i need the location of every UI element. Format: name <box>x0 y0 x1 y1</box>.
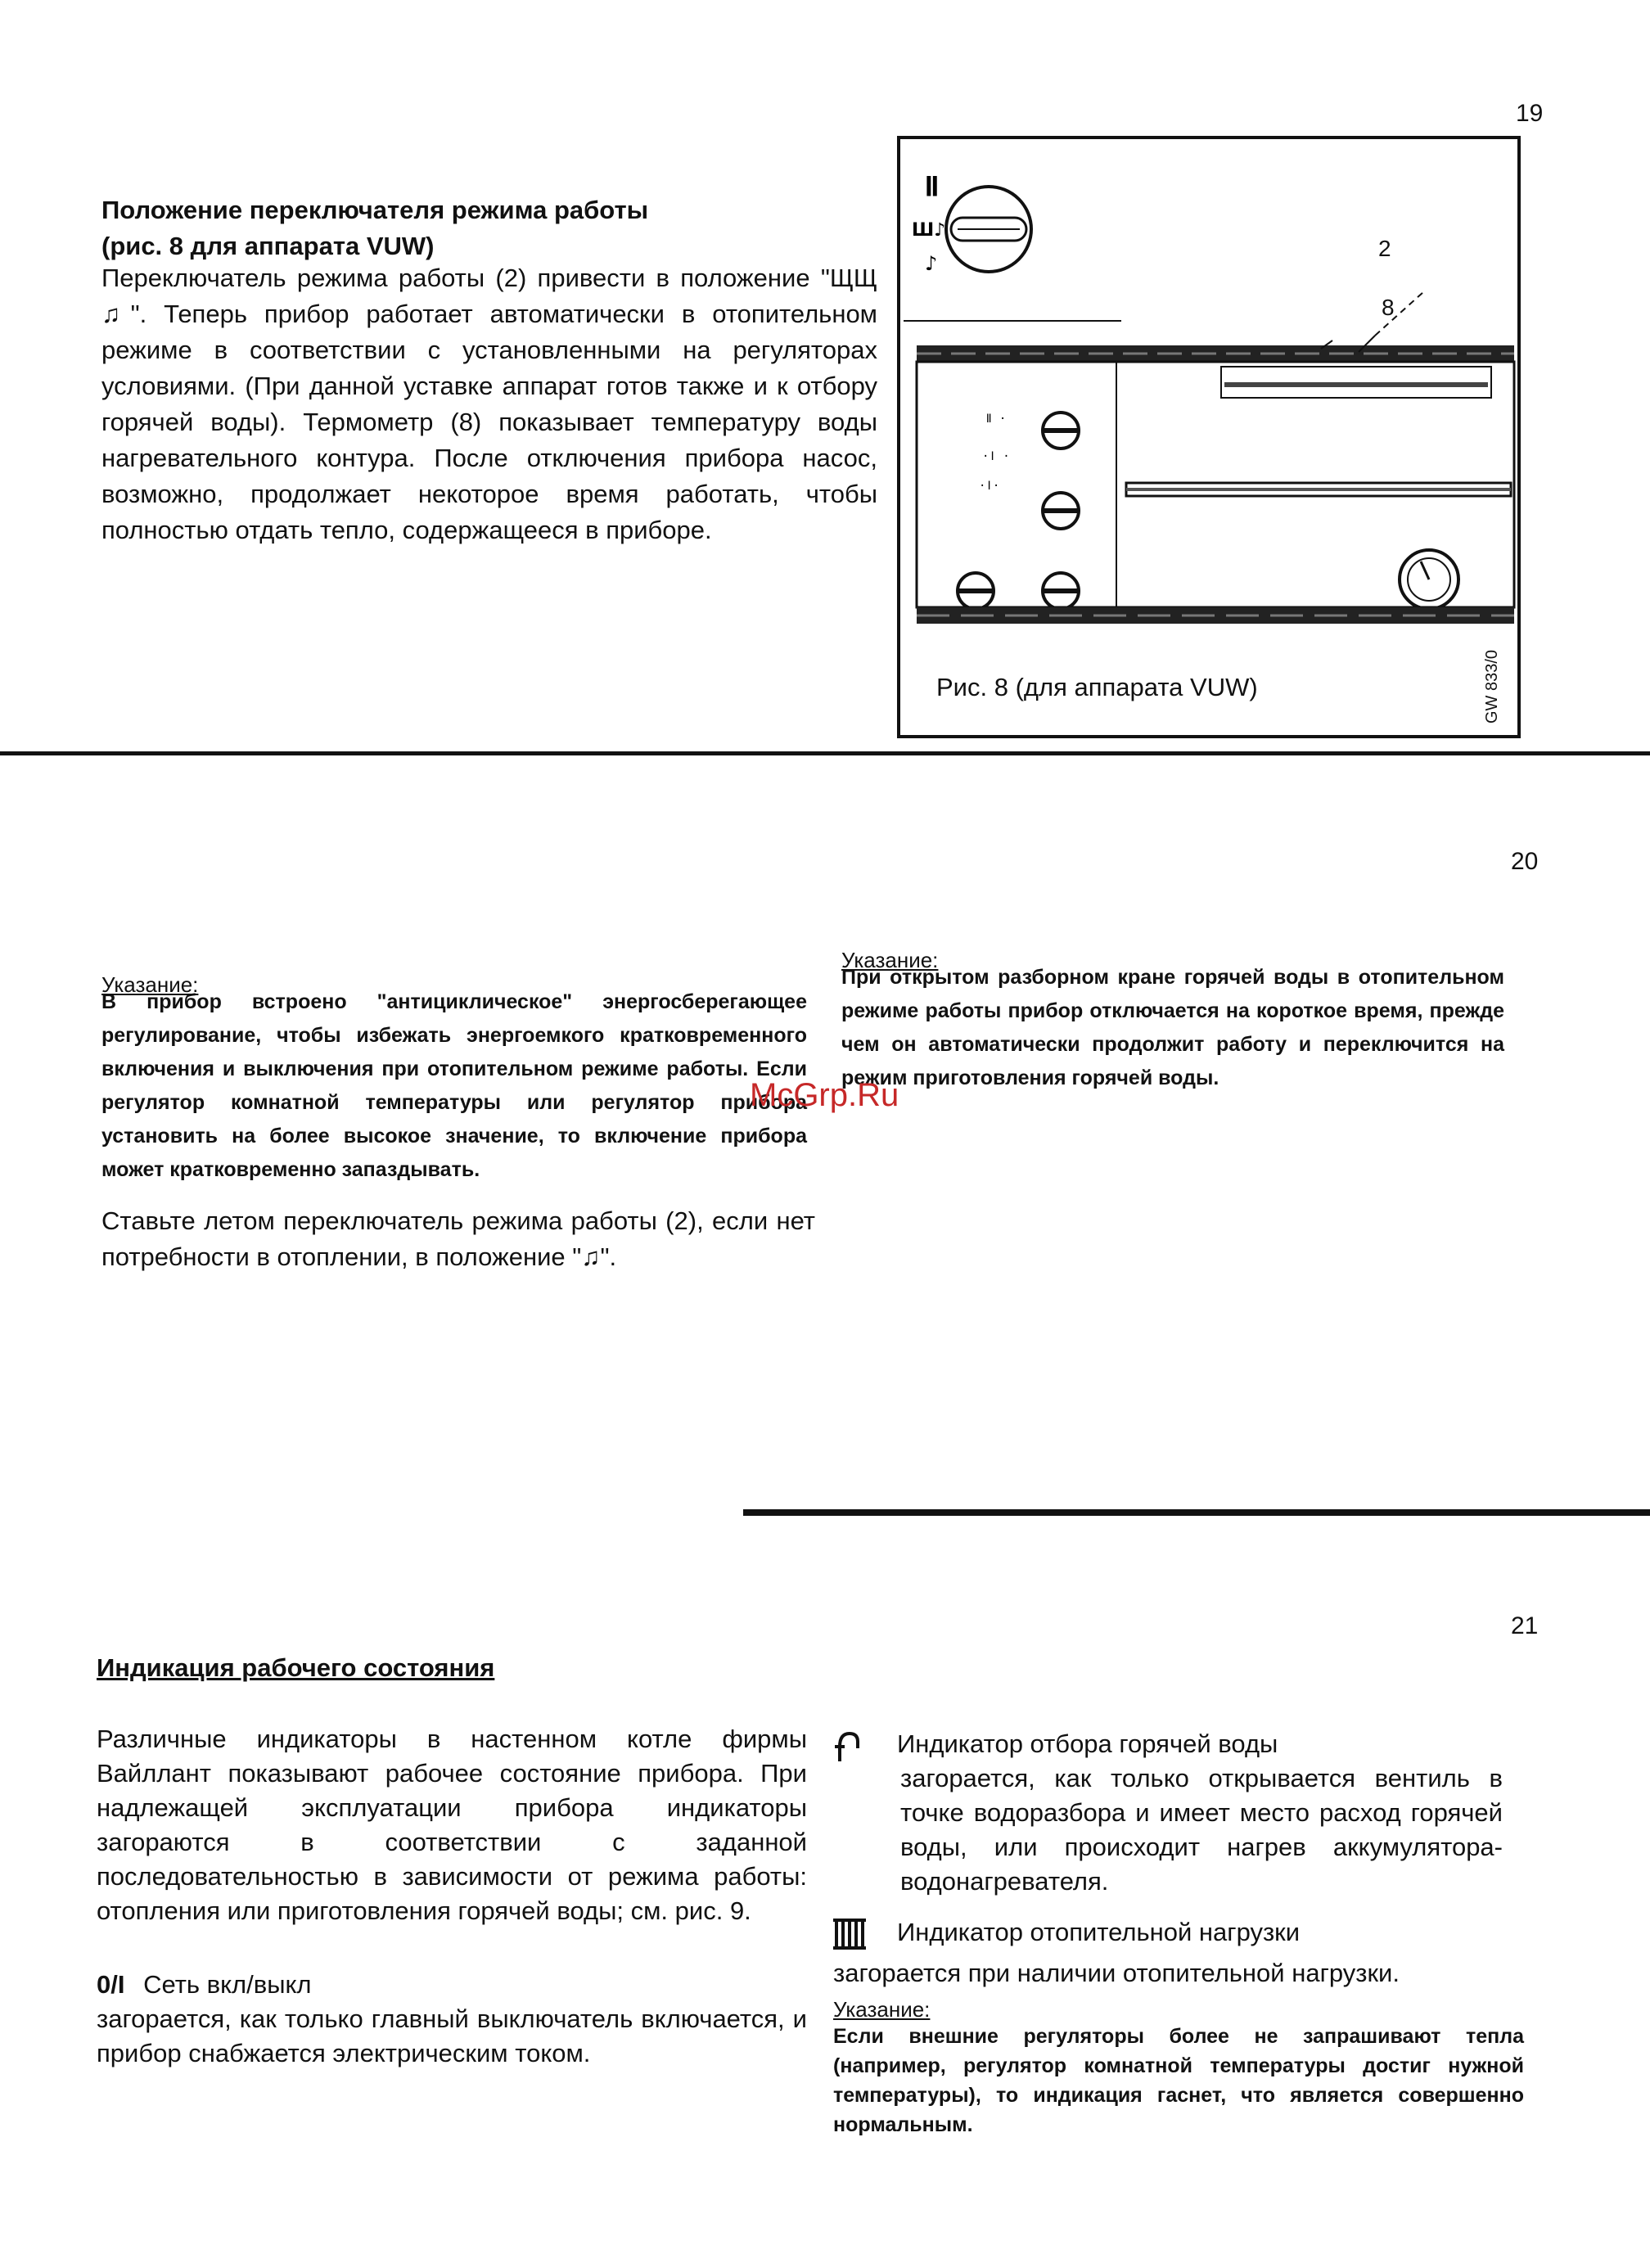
hot-water-tap-icon <box>833 1729 861 1765</box>
page19-heading-line1: Положение переключателя режима работы <box>101 196 649 224</box>
heating-text: загорается при наличии отопительной нагрузки. <box>833 1959 1400 1987</box>
figure-code: GW 833/0 <box>1483 649 1501 724</box>
page20-left-note: В прибор встроено "антициклическое" энергосберегающее регулирование, чтобы избежать энергоемкого кратковременного включения и выключения при отопительном режиме работы. Если регулятор комнатной температуры или регулятор прибора установить на более высокое значение, то включение прибора может кратковременно запаздывать. <box>101 990 807 1181</box>
svg-text:♪: ♪ <box>925 252 938 275</box>
page20-left-paragraph: Ставьте летом переключатель режима работы (2), если нет потребности в отоплении, в положение "♫". <box>101 1206 815 1271</box>
page21-note-label: Указание: <box>833 1997 931 2022</box>
svg-text:Ш♪: Ш♪ <box>912 220 946 241</box>
figure-caption: Рис. 8 (для аппарата VUW) <box>936 673 1258 701</box>
svg-text:·ǀ ·: ·ǀ · <box>982 450 1010 463</box>
svg-text:ǁ ·: ǁ · <box>985 413 1007 426</box>
svg-text:ǁ: ǁ <box>925 173 940 197</box>
page20-right-note: При открытом разборном кране горячей воды в отопительном режиме работы прибор отключается на короткое время, прежде чем он автоматически продолжит работу и переключится на режим приготовления горячей воды. <box>841 966 1504 1089</box>
power-title: Сеть вкл/выкл <box>143 1970 312 1999</box>
page20-right-note-label: Указание: <box>841 948 939 972</box>
page21-intro: Различные индикаторы в настенном котле фирмы Вайллант показывают рабочее состояние прибора. При надлежащей эксплуатации прибора индикаторы загораются в соответствии с заданной последовательностью в зависимости от режима работы: отопления или приготовления горячей воды; см. рис. 9. <box>97 1725 807 1925</box>
page-divider-19-20 <box>0 751 1650 755</box>
power-text: загорается, как только главный выключатель включается, и прибор снабжается электрическим током. <box>97 2004 807 2067</box>
boiler-front-panel-illustration <box>900 139 1517 630</box>
figure-callout-2: 2 <box>1378 236 1391 261</box>
figure-callout-8: 8 <box>1382 295 1395 320</box>
figure-8-frame <box>897 136 1521 738</box>
page19-paragraph: Переключатель режима работы (2) привести в положение "ЩЩ ♫". Теперь прибор работает автоматически в отопительном режиме в соответствии с установленными на регуляторах условиями. (При данной уставке аппарат готов также и к отбору горячей воды). Термометр (8) показывает температуру воды нагревательного контура. После отключения прибора насос, возможно, продолжает некоторое время работать, чтобы полностью отдать тепло, содержащееся в приборе. <box>101 264 877 544</box>
watermark: McGrp.Ru <box>750 1077 899 1113</box>
hot-water-text: загорается, как только открывается вентиль в точке водоразбора и имеет место расход горячей воды, или происходит нагрев аккумулятора-водонагревателя. <box>900 1764 1503 1896</box>
page-number-21: 21 <box>1511 1612 1539 1639</box>
page-divider-20-21 <box>743 1509 1650 1516</box>
page21-heading: Индикация рабочего состояния <box>97 1653 495 1682</box>
radiator-icon <box>832 1917 868 1951</box>
hot-water-title: Индикатор отбора горячей воды <box>897 1729 1278 1758</box>
page20-left-note-label: Указание: <box>101 972 199 997</box>
power-indicator-row <box>97 1968 311 2002</box>
page21-note: Если внешние регуляторы более не запрашивают тепла (например, регулятор комнатной температуры достиг нужной температуры), то индикация гаснет, что является совершенно нормальным. <box>833 2025 1524 2136</box>
heating-title: Индикатор отопительной нагрузки <box>897 1918 1301 1946</box>
page19-heading-line2: (рис. 8 для аппарата VUW) <box>101 232 435 260</box>
power-symbol: 0/I <box>97 1970 125 1999</box>
page-number-20: 20 <box>1511 848 1539 875</box>
svg-text:·ǀ·: ·ǀ· <box>979 480 1000 493</box>
page-number-19: 19 <box>1516 100 1544 127</box>
